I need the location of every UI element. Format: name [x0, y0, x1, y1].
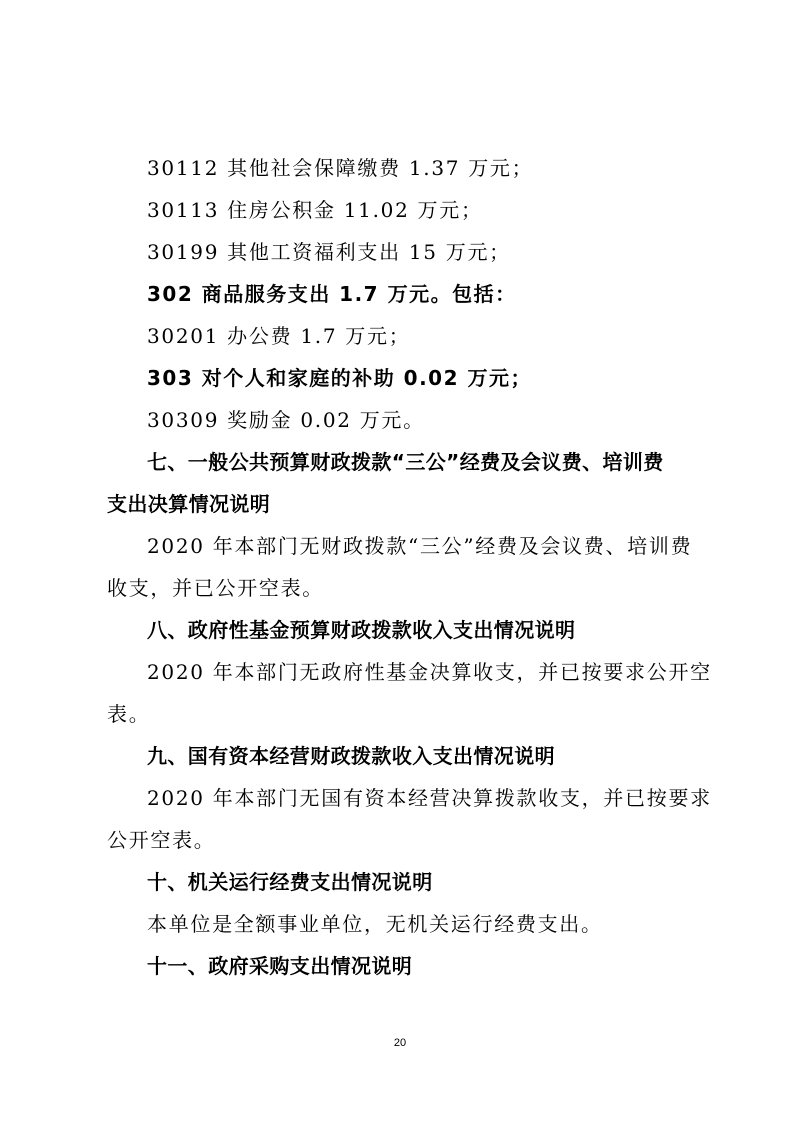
section-heading-9: 九、国有资本经营财政拨款收入支出情况说明	[147, 744, 555, 768]
item-30309: 30309 奖励金 0.02 万元。	[147, 408, 425, 432]
section-heading-11: 十一、政府采购支出情况说明	[147, 954, 413, 978]
section-heading-10: 十、机关运行经费支出情况说明	[147, 870, 433, 894]
section-heading-8: 八、政府性基金预算财政拨款收入支出情况说明	[147, 618, 576, 642]
paragraph-7-continued: 收支，并已公开空表。	[107, 576, 324, 600]
paragraph-8-continued: 表。	[107, 702, 151, 726]
page-number: 20	[393, 1037, 407, 1049]
paragraph-10: 本单位是全额事业单位，无机关运行经费支出。	[147, 912, 603, 936]
section-heading-7-continued: 支出决算情况说明	[107, 492, 271, 516]
paragraph-9: 2020 年本部门无国有资本经营决算拨款收支，并已按要求	[147, 786, 712, 810]
item-302: 302 商品服务支出 1.7 万元。包括：	[147, 282, 517, 306]
paragraph-8: 2020 年本部门无政府性基金决算收支，并已按要求公开空	[147, 660, 712, 684]
item-30201: 30201 办公费 1.7 万元；	[147, 324, 411, 348]
item-303: 303 对个人和家庭的补助 0.02 万元；	[147, 366, 532, 390]
paragraph-7: 2020 年本部门无财政拨款“三公”经费及会议费、培训费	[147, 534, 693, 558]
section-heading-7: 七、一般公共预算财政拨款“三公”经费及会议费、培训费	[147, 450, 664, 474]
item-30112: 30112 其他社会保障缴费 1.37 万元；	[147, 156, 534, 180]
paragraph-9-continued: 公开空表。	[107, 828, 216, 852]
item-30113: 30113 住房公积金 11.02 万元；	[147, 198, 483, 222]
item-30199: 30199 其他工资福利支出 15 万元；	[147, 240, 511, 264]
